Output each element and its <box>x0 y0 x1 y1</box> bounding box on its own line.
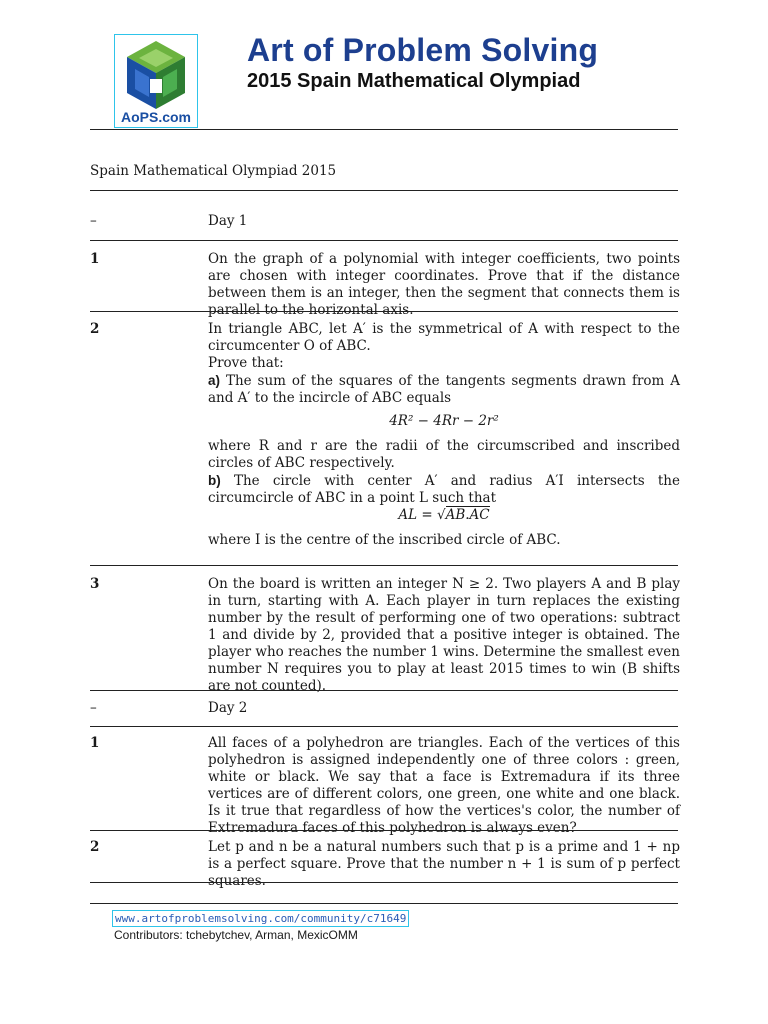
divider <box>90 830 678 831</box>
sqrt-symbol: √ <box>436 507 446 523</box>
problem-2-text <box>208 321 680 549</box>
problem-1-text <box>208 251 680 319</box>
contributors: Contributors: tchebytchev, Arman, MexicOMM <box>114 928 358 942</box>
divider <box>90 565 678 566</box>
radicand: AB.AC <box>445 507 490 523</box>
part-a-label: a) <box>208 373 221 388</box>
problem-intro: In triangle ABC, let A′ is the symmetrical of A with respect to the circumcenter O of ABC. <box>208 321 680 354</box>
logo-cube-icon <box>123 39 189 111</box>
footer-divider <box>90 903 678 904</box>
equation <box>208 507 680 524</box>
problem-number: 1 <box>90 735 100 751</box>
divider <box>90 311 678 312</box>
problem-text: On the board is written an integer N ≥ 2. Two players A and B play in turn, starting with A. Each player in turn replaces the existing number by the result of performing one of two operations: subtract 1 and divide by 2, provided that a positive integer is obtained. The player who reaches the number 1 wins. Determine the smallest even number N requires you to play at least 2015 times to win (B shifts are not counted). <box>208 576 680 694</box>
problem-where: where R and r are the radii of the circumscribed and inscribed circles of ABC respectively. <box>208 438 680 471</box>
equation-lhs: AL = <box>398 507 437 523</box>
site-subtitle: 2015 Spain Mathematical Olympiad <box>247 70 581 92</box>
day2-marker: – <box>90 700 97 716</box>
divider <box>90 690 678 691</box>
divider <box>90 129 678 130</box>
part-b-text: The circle with center A′ and radius A′I intersects the circumcircle of ABC in a point L such that <box>208 473 680 506</box>
competition-name: Spain Mathematical Olympiad 2015 <box>90 163 337 179</box>
day1-marker: – <box>90 213 97 229</box>
divider <box>90 240 678 241</box>
logo-text: AoPS.com <box>120 109 191 125</box>
problem-text: All faces of a polyhedron are triangles. Each of the vertices of this polyhedron is assigned independently one of three colors : green, white or black. We say that a face is Extremadura if its three vertices are of different colors, one green, one white and one black. Is it true that regardless of how the vertices's color, the number of Extremadura faces of this polyhedron is always even? <box>208 735 680 836</box>
problem-text: Let p and n be a natural numbers such that p is a prime and 1 + np is a perfect square. Prove that the number n + 1 is sum of p perfect squares. <box>208 839 680 889</box>
part-a-text: The sum of the squares of the tangents segments drawn from A and A′ to the incircle of ABC equals <box>208 373 681 406</box>
problem-number: 3 <box>90 576 100 592</box>
problem-3-text <box>208 576 680 695</box>
divider <box>90 882 678 883</box>
problem-prove: Prove that: <box>208 355 284 371</box>
problem-text: On the graph of a polynomial with integer coefficients, two points are chosen with integer coordinates. Prove that if the distance between them is an integer, then the segment that connects them is parallel to the horizontal axis. <box>208 251 680 318</box>
divider <box>90 190 678 191</box>
aops-logo[interactable] <box>114 34 198 128</box>
equation: 4R² − 4Rr − 2r² <box>389 413 499 429</box>
problem-number: 1 <box>90 251 100 267</box>
day2-label: Day 2 <box>208 700 248 716</box>
site-title: Art of Problem Solving <box>247 32 599 68</box>
day1-label: Day 1 <box>208 213 248 229</box>
problem-number: 2 <box>90 321 100 337</box>
problem-where: where I is the centre of the inscribed circle of ABC. <box>208 532 561 548</box>
day2-problem-1-text <box>208 735 680 837</box>
problem-number: 2 <box>90 839 100 855</box>
community-link[interactable]: www.artofproblemsolving.com/community/c71649 <box>112 910 409 927</box>
part-b-label: b) <box>208 473 221 488</box>
divider <box>90 726 678 727</box>
